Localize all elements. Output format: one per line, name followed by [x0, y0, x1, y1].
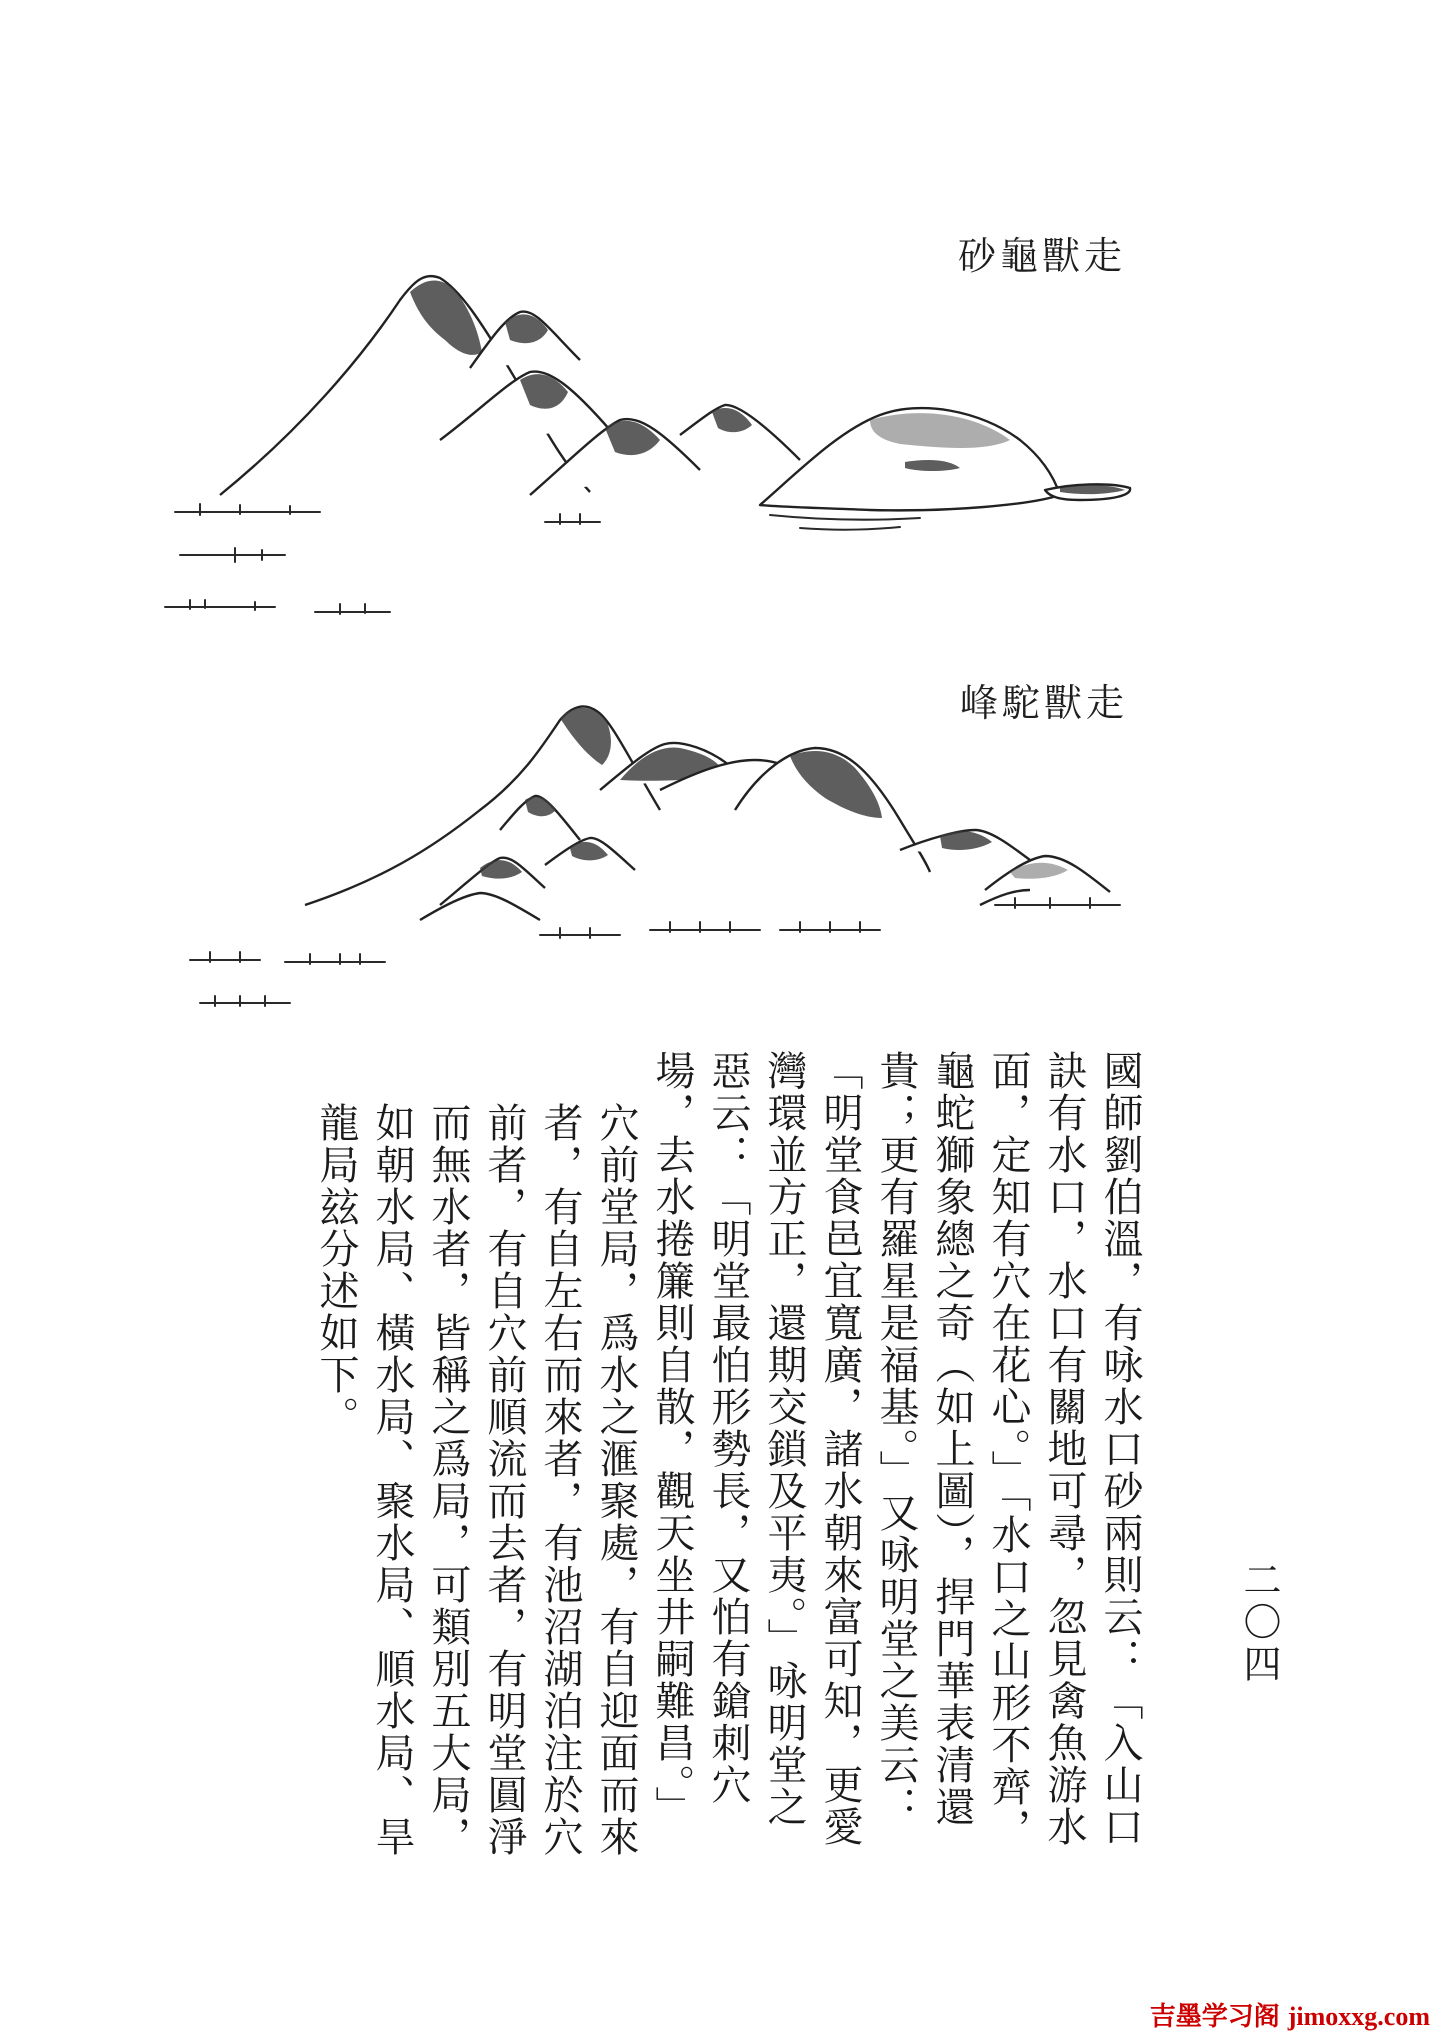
watermark-site-name: 吉墨学习阁 — [1149, 2001, 1280, 2031]
figure-2-caption: 峰駝獸走 — [960, 681, 1129, 725]
main-text — [218, 1050, 1148, 1860]
paragraph-2: 穴前堂局，爲水之滙聚處，有自迎面而來者，有自左右而來者，有池沼湖泊注於穴前者，有自穴前順流而去者，有明堂圓淨而無水者，皆稱之爲局，可類別五大局，如朝水局、橫水局、聚水局、順水局、旱龍局玆分述如下。 — [313, 1102, 639, 1858]
watermark — [1150, 1996, 1430, 2033]
figure-1-caption: 砂龜獸走 — [958, 234, 1127, 278]
paragraph-1: 國師劉伯溫，有咏水口砂兩則云：「入山口訣有水口，水口有關地可尋，忽見禽魚游水面，定知有穴在花心。」「水口之山形不齊，龜蛇獅象總之奇（如上圖），捍門華表清還貴；更有羅星是福基。」又咏明堂之美云：「明堂食邑宜寬廣，諸水朝來富可知，更愛灣環並方正，還期交鎖及平夷。」咏明堂之惡云：「明堂最怕形勢長，又怕有鎗刺穴場，去水捲簾則自散，觀天坐井嗣難昌。」 — [649, 1050, 1143, 1850]
watermark-domain: jimoxxg.com — [1287, 2002, 1430, 2031]
page-number: 二〇四 — [1237, 1560, 1281, 1686]
